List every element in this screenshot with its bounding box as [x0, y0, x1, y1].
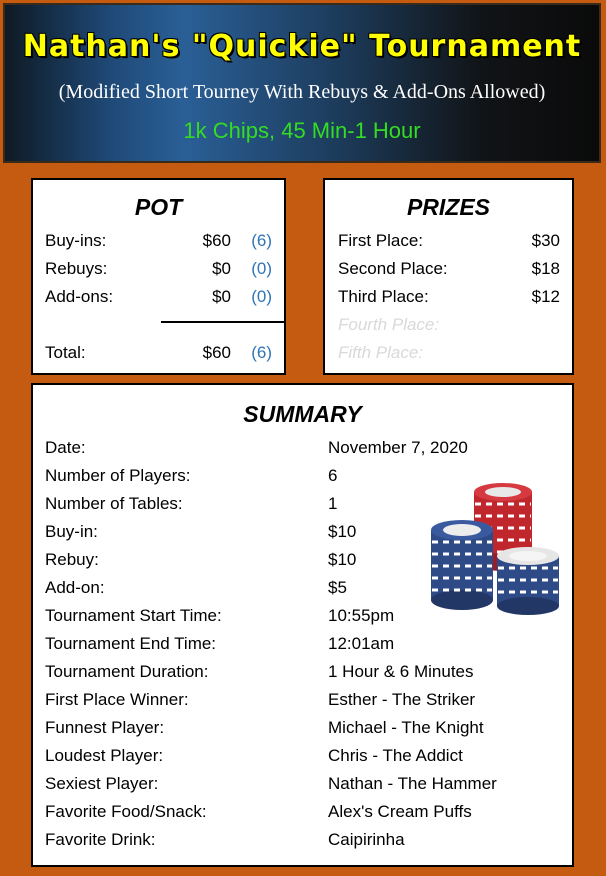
summary-value: 1 Hour & 6 Minutes: [328, 662, 474, 681]
tournament-title: Nathan's "Quickie" Tournament: [22, 29, 582, 64]
prize-amount: $18: [531, 259, 560, 278]
summary-value: Esther - The Striker: [328, 690, 476, 709]
summary-value: 6: [328, 466, 338, 485]
summary-value: $5: [328, 578, 347, 597]
pot-amount: $0: [212, 287, 231, 306]
prize-label: Second Place:: [338, 259, 448, 278]
summary-value: Chris - The Addict: [328, 746, 463, 765]
prize-label: First Place:: [338, 231, 424, 250]
summary-panel: [31, 383, 574, 867]
prizes-panel: [323, 178, 574, 375]
pot-label: Add-ons:: [45, 287, 114, 306]
summary-value: $10: [328, 550, 357, 569]
summary-label: Tournament End Time:: [45, 634, 217, 653]
summary-label: Sexiest Player:: [45, 774, 159, 793]
summary-label: Favorite Drink:: [45, 830, 156, 849]
summary-label: Rebuy:: [45, 550, 99, 569]
summary-value: $10: [328, 522, 357, 541]
summary-label: Number of Tables:: [45, 494, 183, 513]
summary-value: 12:01am: [328, 634, 395, 653]
summary-label: Favorite Food/Snack:: [45, 802, 207, 821]
summary-label: Loudest Player:: [45, 746, 164, 765]
pot-total-label: Total:: [45, 343, 86, 362]
summary-value: Alex's Cream Puffs: [328, 802, 472, 821]
summary-label: First Place Winner:: [45, 690, 189, 709]
summary-value: Michael - The Knight: [328, 718, 484, 737]
poker-chips-icon: [425, 482, 565, 616]
summary-label: Add-on:: [45, 578, 105, 597]
summary-label: Funnest Player:: [45, 718, 165, 737]
pot-label: Rebuys:: [45, 259, 108, 278]
pot-total-amount: $60: [202, 343, 231, 362]
summary-label: Tournament Start Time:: [45, 606, 222, 625]
prizes-title: PRIZES: [406, 194, 491, 220]
summary-label: Date:: [45, 438, 86, 457]
pot-count: (0): [251, 287, 272, 306]
summary-label: Buy-in:: [45, 522, 98, 541]
pot-amount: $0: [212, 259, 231, 278]
prize-label-empty: Fifth Place:: [338, 343, 424, 362]
pot-title: POT: [134, 194, 183, 220]
prize-label-empty: Fourth Place:: [338, 315, 440, 334]
summary-value: Nathan - The Hammer: [328, 774, 497, 793]
summary-value: November 7, 2020: [328, 438, 468, 457]
pot-label: Buy-ins:: [45, 231, 107, 250]
pot-count: (6): [251, 231, 272, 250]
pot-count: (0): [251, 259, 272, 278]
total-divider: [161, 321, 284, 323]
tournament-subtitle: (Modified Short Tourney With Rebuys & Add-Ons Allowed): [58, 81, 546, 103]
pot-total-count: (6): [251, 343, 272, 362]
summary-value: 10:55pm: [328, 606, 395, 625]
summary-title: SUMMARY: [243, 401, 362, 427]
summary-value: 1: [328, 494, 338, 513]
pot-panel: [31, 178, 286, 375]
pot-amount: $60: [202, 231, 231, 250]
prize-label: Third Place:: [338, 287, 429, 306]
summary-value: Caipirinha: [328, 830, 405, 849]
prize-amount: $12: [531, 287, 560, 306]
header-banner: [3, 3, 601, 163]
tournament-info: 1k Chips, 45 Min-1 Hour: [183, 118, 421, 143]
summary-label: Number of Players:: [45, 466, 191, 485]
prize-amount: $30: [531, 231, 560, 250]
summary-label: Tournament Duration:: [45, 662, 209, 681]
